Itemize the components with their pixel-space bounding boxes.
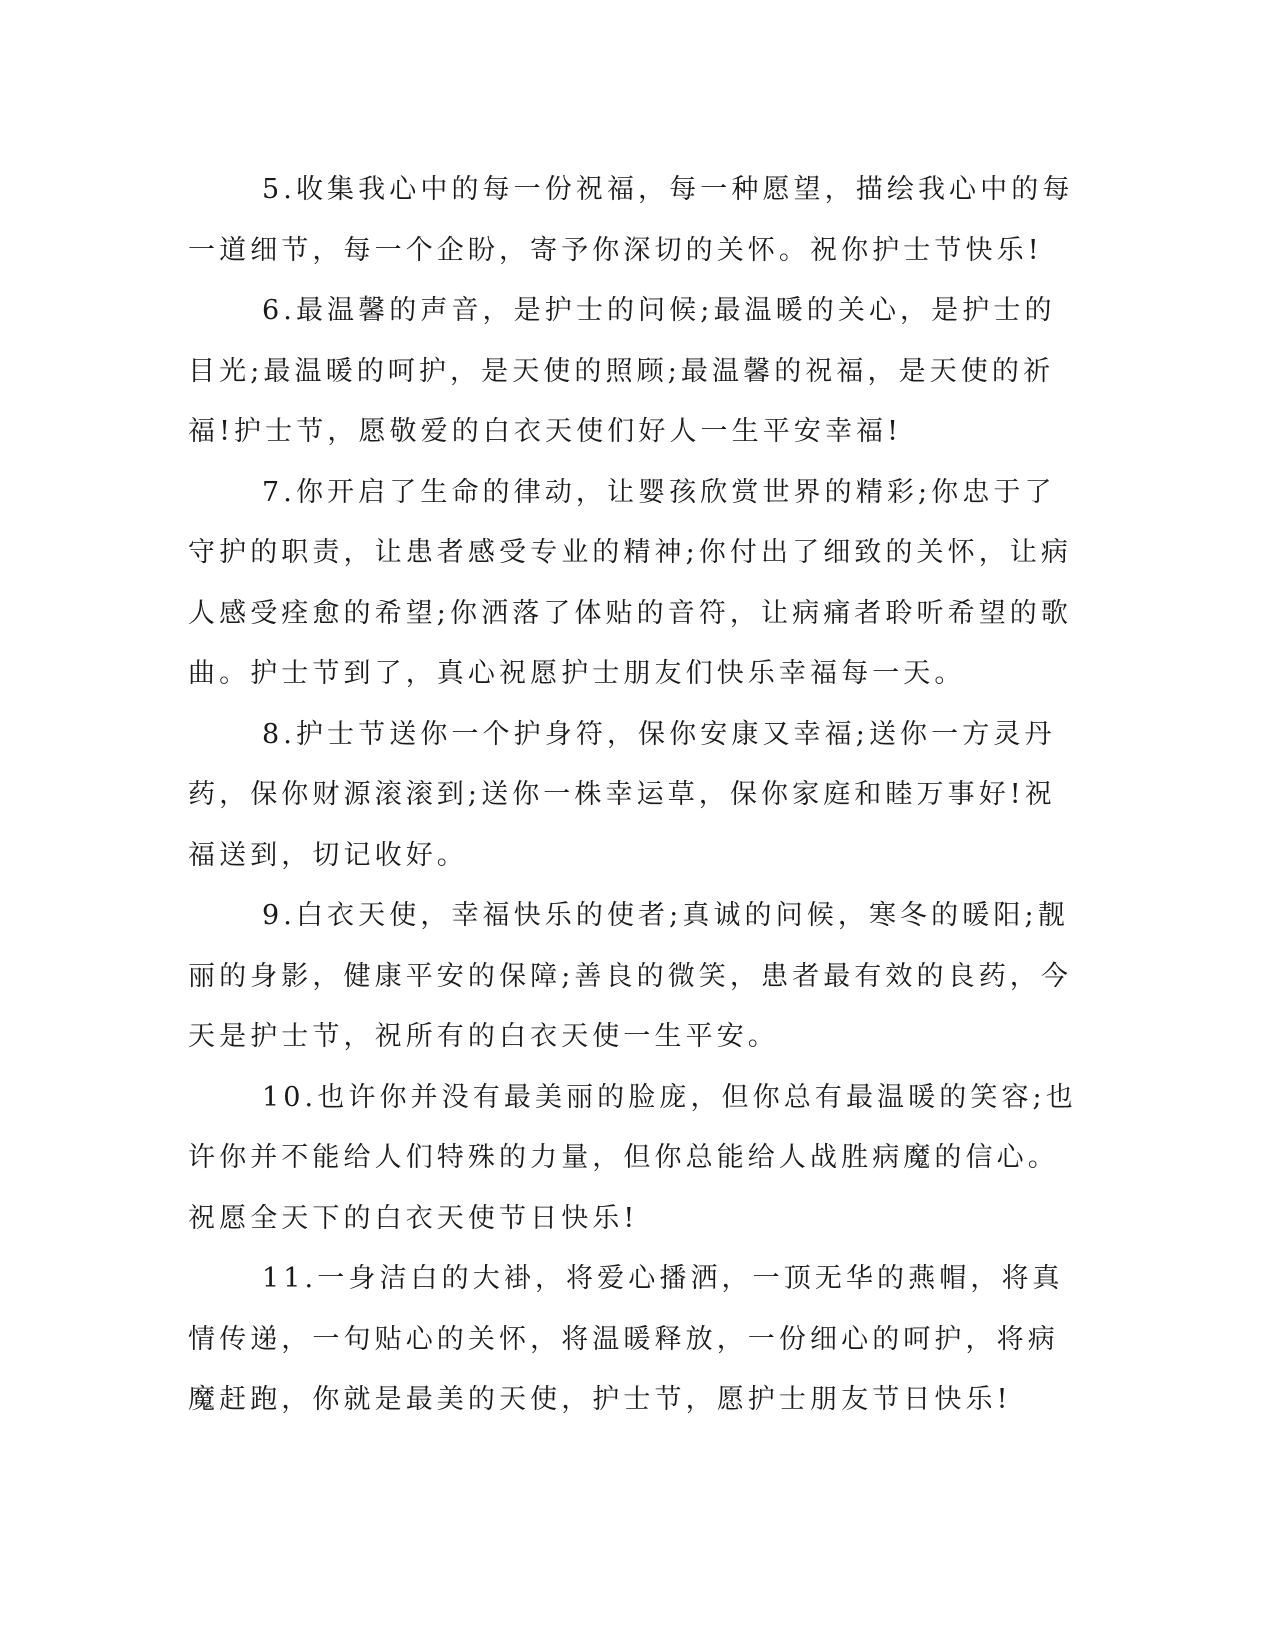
document-body — [188, 160, 1078, 1431]
paragraph-8: 8.护士节送你一个护身符，保你安康又幸福;送你一方灵丹药，保你财源滚滚到;送你一株幸运草，保你家庭和睦万事好!祝福送到，切记收好。 — [188, 718, 1056, 871]
paragraph-5: 5.收集我心中的每一份祝福，每一种愿望，描绘我心中的每一道细节，每一个企盼，寄予你深切的关怀。祝你护士节快乐! — [188, 174, 1074, 266]
paragraph-7: 7.你开启了生命的律动，让婴孩欣赏世界的精彩;你忠于了守护的职责，让患者感受专业的精神;你付出了细致的关怀，让病人感受痊愈的希望;你洒落了体贴的音符，让病痛者聆听希望的歌曲。护士节到了，真心祝愿护士朋友们快乐幸福每一天。 — [188, 476, 1072, 689]
paragraph-11: 11.一身洁白的大褂，将爱心播洒，一顶无华的燕帽，将真情传递，一句贴心的关怀，将温暖释放，一份细心的呵护，将病魔赶跑，你就是最美的天使，护士节，愿护士朋友节日快乐! — [188, 1263, 1064, 1415]
paragraph-10: 10.也许你并没有最美丽的脸庞，但你总有最温暖的笑容;也许你并不能给人们特殊的力量，但你总能给人战胜病魔的信心。祝愿全天下的白衣天使节日快乐! — [188, 1081, 1077, 1234]
paragraph-9: 9.白衣天使，幸福快乐的使者;真诚的问候，寒冬的暖阳;靓丽的身影，健康平安的保障;善良的微笑，患者最有效的良药，今天是护士节，祝所有的白衣天使一生平安。 — [188, 900, 1072, 1052]
paragraph-6: 6.最温馨的声音，是护士的问候;最温暖的关心，是护士的目光;最温暖的呵护，是天使的照顾;最温馨的祝福，是天使的祈福!护士节，愿敬爱的白衣天使们好人一生平安幸福! — [188, 295, 1056, 447]
